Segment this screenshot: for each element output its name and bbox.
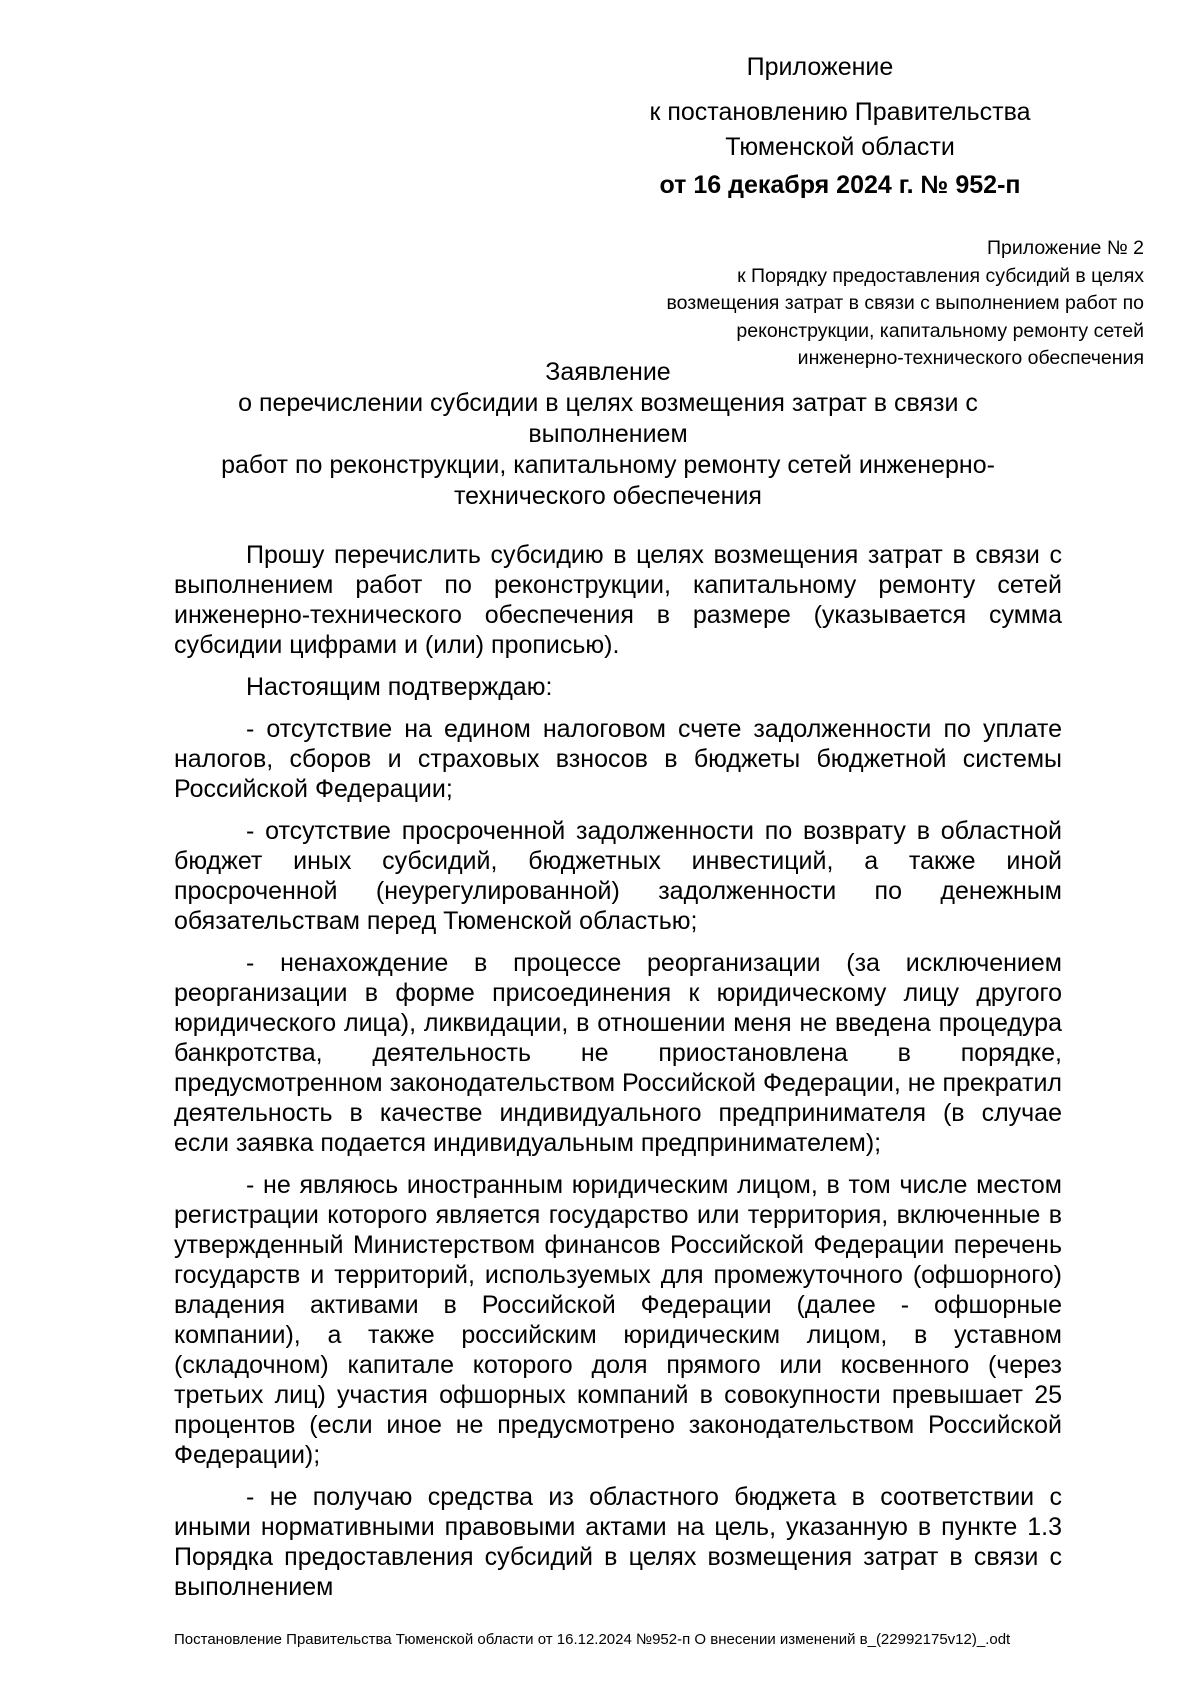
paragraph-confirm: Настоящим подтверждаю: (246, 673, 553, 701)
appendix-2-line: к Порядку предоставления субсидий в целях (737, 264, 1144, 287)
paragraph-no-reorganization: - ненахождение в процессе реорганизации (за исключением реорганизации в форме присоединения к юридическому лицу другого юридического лица), ликвидации, в отношении меня не введена процедура банкротства, деятельность не приостановлена в порядке, предусмотренном законодательством Российской Федерации, не прекратил деятельность в качестве индивидуального предпринимателя (в случае если заявка подается индивидуальным предпринимателем); (174, 949, 1062, 1157)
paragraph-no-other-funds: - не получаю средства из областного бюджета в соответствии с иными нормативными правовыми актами на цель, указанную в пункте 1.3 Порядка предоставления субсидий в целях возмещения затрат в связи с выполнением (174, 1483, 1062, 1601)
paragraph-not-foreign-entity: - не являюсь иностранным юридическим лицом, в том числе местом регистрации которого является государство или территория, включенные в утвержденный Министерством финансов Российской Федерации перечень государств и территорий, используемых для промежуточного (офшорного) владения активами в Российской Федерации (далее - офшорные компании), а также российским юридическим лицом, в уставном (складочном) капитале которого доля прямого или косвенного (через третьих лиц) участия офшорных компаний в совокупности превышает 25 процентов (если иное не предусмотрено законодательством Российской Федерации); (174, 1171, 1062, 1469)
title-heading: Заявление (545, 358, 671, 386)
appendix-2-line: инженерно-технического обеспечения (797, 347, 1144, 369)
resolution-date-number: от 16 декабря 2024 г. № 952-п (659, 171, 1021, 199)
paragraph-no-tax-debt: - отсутствие на едином налоговом счете задолженности по уплате налогов, сборов и страховых взносов в бюджеты бюджетной системы Российской Федерации; (174, 715, 1062, 803)
appendix-label: Приложение (746, 53, 894, 81)
title-subtitle-line: технического обеспечения (454, 482, 762, 510)
document-footer: Постановление Правительства Тюменской области от 16.12.2024 №952-п О внесении изменений в_(22992175v12)_.odt (174, 1631, 1011, 1648)
title-subtitle-line: работ по реконструкции, капитальному ремонту сетей инженерно- (221, 451, 995, 479)
title-subtitle-line: о перечислении субсидии в целях возмещения затрат в связи с выполнением (238, 389, 978, 448)
paragraph-request: Прошу перечислить субсидию в целях возмещения затрат в связи с выполнением работ по реконструкции, капитальному ремонту сетей инженерно-технического обеспечения в размере (указывается сумма субсидии цифрами и (или) прописью). (174, 541, 1062, 659)
appendix-2-line: Приложение № 2 (987, 237, 1144, 259)
appendix-2-line: реконструкции, капитальному ремонту сетей (736, 319, 1144, 342)
appendix-2-block (584, 235, 1144, 373)
document-body (174, 540, 1062, 1602)
appendix-2-line: возмещения затрат в связи с выполнением работ по (666, 292, 1144, 314)
resolution-reference: к постановлению Правительства Тюменской области (649, 98, 1031, 161)
document-title (165, 357, 1051, 512)
paragraph-no-overdue-debt: - отсутствие просроченной задолженности по возврату в областной бюджет иных субсидий, бюджетных инвестиций, а также иной просроченной (неурегулированной) задолженности по денежным обязательствам перед Тюменской областью; (174, 817, 1062, 935)
